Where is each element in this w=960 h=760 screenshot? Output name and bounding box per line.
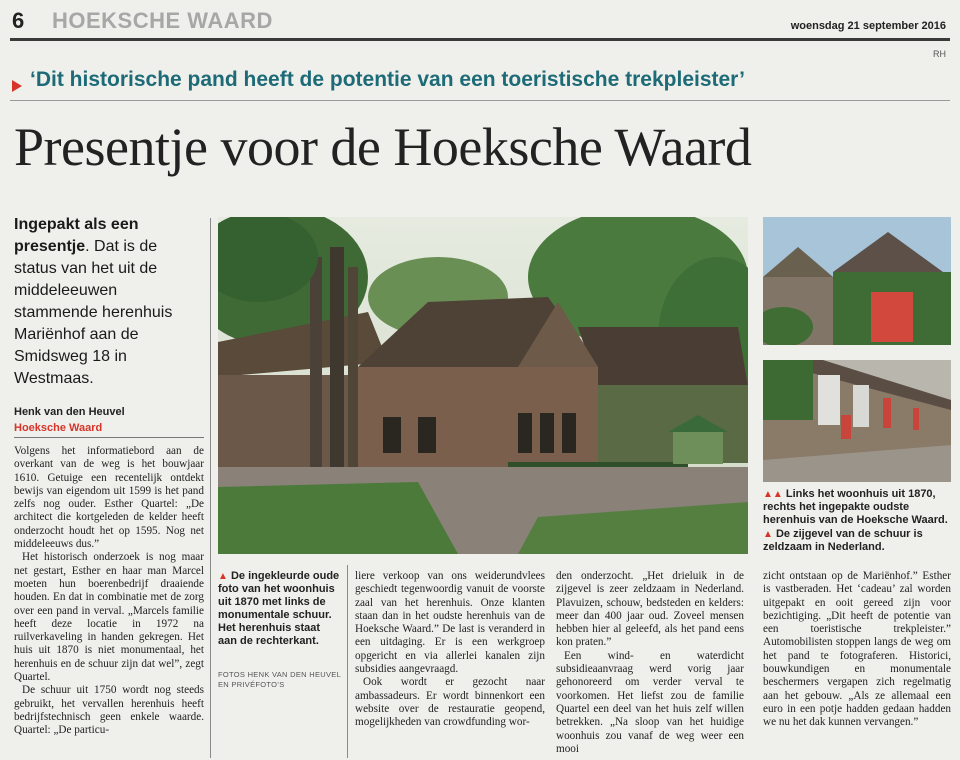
headline: Presentje voor de Hoeksche Waard: [14, 117, 752, 177]
side-wall-photo: [763, 360, 951, 482]
photo-side-wall: [763, 360, 951, 482]
paragraph: De schuur uit 1750 wordt nog steeds gebruikt, het vervallen herenhuis heeft bedrijfstechnisch geen enkele waarde. Quartel: „De particu-: [14, 684, 204, 737]
paragraph: Een wind- en waterdicht subsidieaanvraag werd vorig jaar gehonoreerd om verder verval te voorkomen. Het liefst zou de familie Quartel een deel van het huis zelf willen betrekken. „Na sloop van het huidige woonhuis zou vanaf de weg weer een mooi: [556, 649, 744, 755]
caption-main: [218, 570, 342, 648]
paragraph: Volgens het informatiebord aan de overkant van de weg is het bouwjaar 1610. Getuige een recentelijk ontdekt bewijs van eigendom uit 1599 is het pand zelfs nog ouder. Esther Quartel: „De architect die kortgeleden de kelder heeft onderzocht houdt het op 1595. Nog net middeleeuws dus.”: [14, 445, 204, 551]
author-initials: RH: [933, 49, 946, 59]
article-column-1: [14, 445, 204, 738]
caption-text: De zijgevel van de schuur is zeldzaam in Nederland.: [763, 528, 923, 553]
section-title: HOEKSCHE WAARD: [52, 8, 273, 33]
paragraph: zicht ontstaan op de Mariënhof.” Esther is vastberaden. Het ‘cadeau’ zal worden uitgepakt en ooit gereed zijn voor bezichtiging. „Dit heeft de potentie van een toeristische trekpleister.” Automobilisten stoppen langs de weg om het pand te fotograferen. Historici, bouwkundigen en monumentale beschermers vergapen zich regelmatig aan het gebouw. „Als ze allemaal een euro in een potje hadden gedaan hadden we nu het dak kunnen vervangen.”: [763, 570, 951, 729]
houses-photo: [763, 217, 951, 345]
intro-bold-text: Ingepakt als een presentje: [14, 216, 139, 255]
photo-credit: [218, 670, 342, 690]
credit-line: FOTOS HENK VAN DEN HEUVEL: [218, 670, 342, 679]
caption-triangle-icon: ▲: [763, 529, 773, 540]
issue-date: woensdag 21 september 2016: [790, 20, 946, 32]
masthead-rule: [10, 38, 950, 41]
intro-text: . Dat is de status van het uit de middeleeuwen stammende herenhuis Mariënhof aan de Smidsweg 18 in Westmaas.: [14, 238, 173, 387]
caption-right-1: [763, 488, 951, 527]
byline-place: Hoeksche Waard: [14, 422, 103, 434]
byline-rule: [14, 437, 204, 438]
column-rule: [210, 218, 211, 758]
credit-line: EN PRIVÉFOTO’S: [218, 680, 285, 689]
photo-houses: [763, 217, 951, 345]
caption-text: Links het woonhuis uit 1870, rechts het ingepakte oudste herenhuis van de Hoeksche Waard.: [763, 488, 948, 526]
article-column-4: [763, 570, 951, 730]
pull-quote: ‘Dit historische pand heeft de potentie van een toeristische trekpleister’: [30, 68, 745, 91]
paragraph: den onderzocht. „Het drieluik in de zijgevel is zeer zeldzaam in Nederland. Plavuizen, schouw, bedsteden en kelders: meer dan 400 jaar oud. Zoveel mensen hebben hier al geleefd, als het pand eens kon praten.”: [556, 570, 744, 649]
page-number: 6: [12, 8, 25, 33]
quote-marker-icon: [12, 80, 22, 92]
caption-right-2: [763, 528, 951, 554]
intro-paragraph: [14, 214, 204, 390]
paragraph: Ook wordt er gezocht naar ambassadeurs. Er wordt binnenkort een website over de restauratie geopend, mogelijkheden van crowdfunding wor-: [355, 676, 545, 729]
main-photo: [218, 217, 748, 554]
byline-author: Henk van den Heuvel: [14, 406, 125, 418]
article-column-3: [556, 570, 744, 756]
paragraph: Het historisch onderzoek is nog maar net gestart, Esther en haar man Marcel moeten hun boerenbedrijf draaiende houden. En dat in combinatie met de zorg over een pand in verval. „Marcels familie heeft deze locatie in 1972 na ruilverkaveling in handen gekregen. Het huis uit 1870 is niet monumentaal, het herenhuis en de schuur zijn dat wel”, zegt Quartel.: [14, 551, 204, 684]
farmhouse-photo: [218, 217, 748, 554]
article-column-2: [355, 570, 545, 730]
paragraph: liere verkoop van ons weiderundvlees geschiedt tegenwoordig vanuit de voorste zaal van het herenhuis. Onze klanten staan dan in het oudste herenhuis van de Hoeksche Waard.” De last is veranderd in een uitdaging. Er is een werkgroep opgericht en via allerlei kanalen zijn subsidies aangevraagd.: [355, 570, 545, 676]
caption-text: De ingekleurde oude foto van het woonhuis uit 1870 met links de monumentale schuur. Het herenhuis staat aan de rechterkant.: [218, 570, 340, 647]
caption-triangle-icon: ▲: [218, 571, 228, 582]
column-rule: [347, 565, 348, 758]
caption-triangle-icon: ▲▲: [763, 489, 783, 500]
quote-rule: [10, 100, 950, 101]
